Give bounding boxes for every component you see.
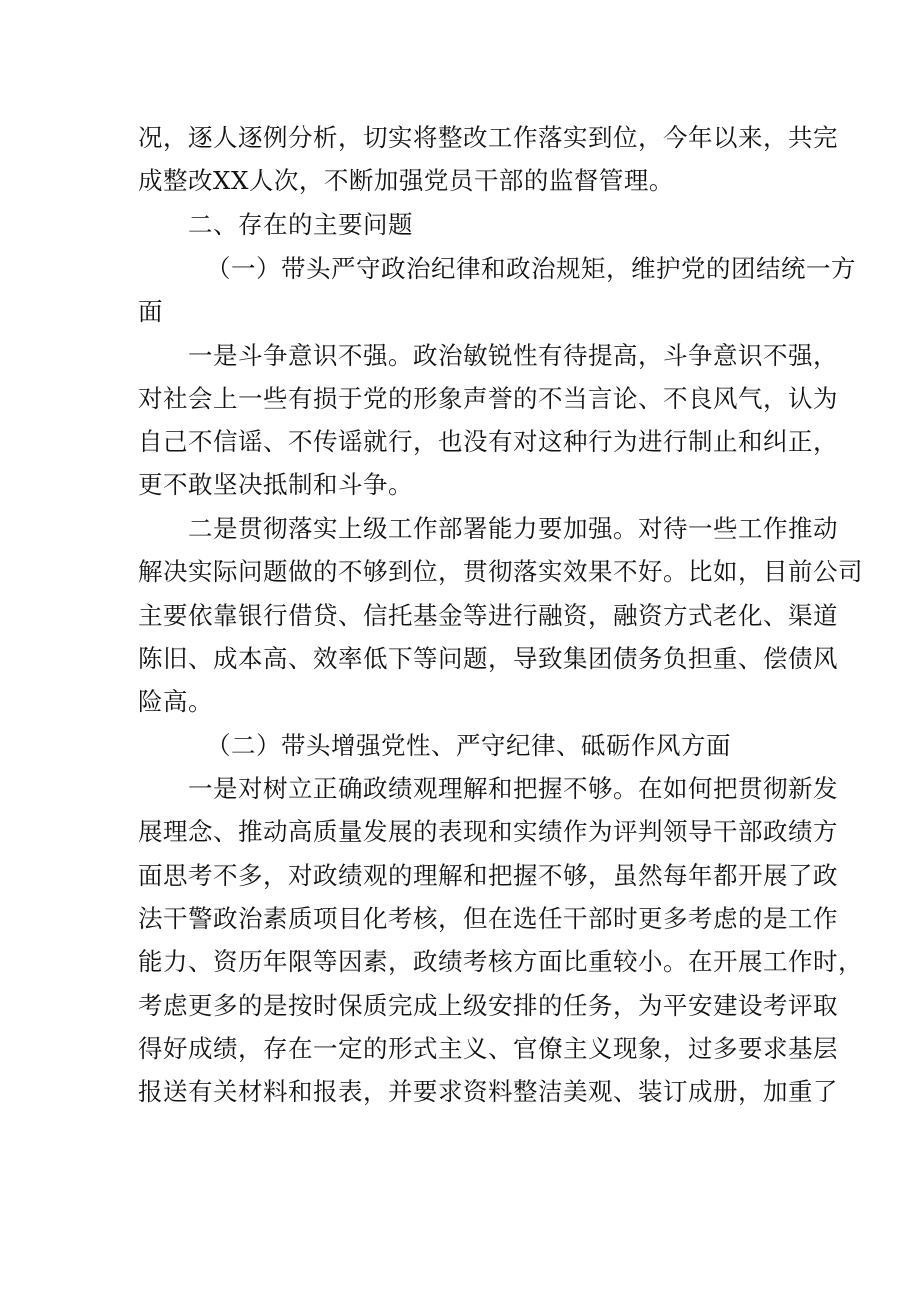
sub1-item1-line-1: 一是斗争意识不强。政治敏锐性有待提高，斗争意识不强， [188,341,838,370]
sub2-item1-line-3: 面思考不多，对政绩观的理解和把握不够，虽然每年都开展了政 [138,861,838,890]
sub1-item2-line-2: 解决实际问题做的不够到位，贯彻落实效果不好。比如，目前公司 [138,557,863,586]
sub2-item1-line-2: 展理念、推动高质量发展的表现和实绩作为评判领导干部政绩方 [138,817,838,846]
sub1-item2-line-4: 陈旧、成本高、效率低下等问题，导致集团债务负担重、偿债风 [138,644,838,673]
sub1-item1-line-3: 自己不信谣、不传谣就行，也没有对这种行为进行制止和纠正， [138,427,838,456]
section-heading-main-problems: 二、存在的主要问题 [188,210,413,239]
sub1-item2-line-3: 主要依靠银行借贷、信托基金等进行融资，融资方式老化、渠道 [138,601,838,630]
sub1-item2-line-5: 险高。 [138,687,213,716]
sub2-item1-line-5: 能力、资历年限等因素，政绩考核方面比重较小。在开展工作时， [138,947,863,976]
sub1-item1-line-4: 更不敢坚决抵制和斗争。 [138,470,413,499]
sub1-item2-line-1: 二是贯彻落实上级工作部署能力要加强。对待一些工作推动 [188,514,838,543]
sub2-item1-line-7: 得好成绩，存在一定的形式主义、官僚主义现象，过多要求基层 [138,1034,838,1063]
sub2-item1-line-6: 考虑更多的是按时保质完成上级安排的任务，为平安建设考评取 [138,991,838,1020]
intro-line-1: 况，逐人逐例分析，切实将整改工作落实到位，今年以来，共完 [138,123,838,152]
subheading-1-line-1: （一）带头严守政治纪律和政治规矩，维护党的团结统一方 [206,254,856,283]
sub2-item1-line-1: 一是对树立正确政绩观理解和把握不够。在如何把贯彻新发 [188,774,838,803]
sub2-item1-line-4: 法干警政治素质项目化考核，但在选任干部时更多考虑的是工作 [138,904,838,933]
subheading-1-line-2: 面 [138,297,163,326]
sub1-item1-line-2: 对社会上一些有损于党的形象声誉的不当言论、不良风气，认为 [138,384,838,413]
subheading-2: （二）带头增强党性、严守纪律、砥砺作风方面 [206,731,731,760]
sub2-item1-line-8: 报送有关材料和报表，并要求资料整洁美观、装订成册，加重了 [138,1077,838,1106]
intro-line-2: 成整改XX人次，不断加强党员干部的监督管理。 [138,166,674,195]
